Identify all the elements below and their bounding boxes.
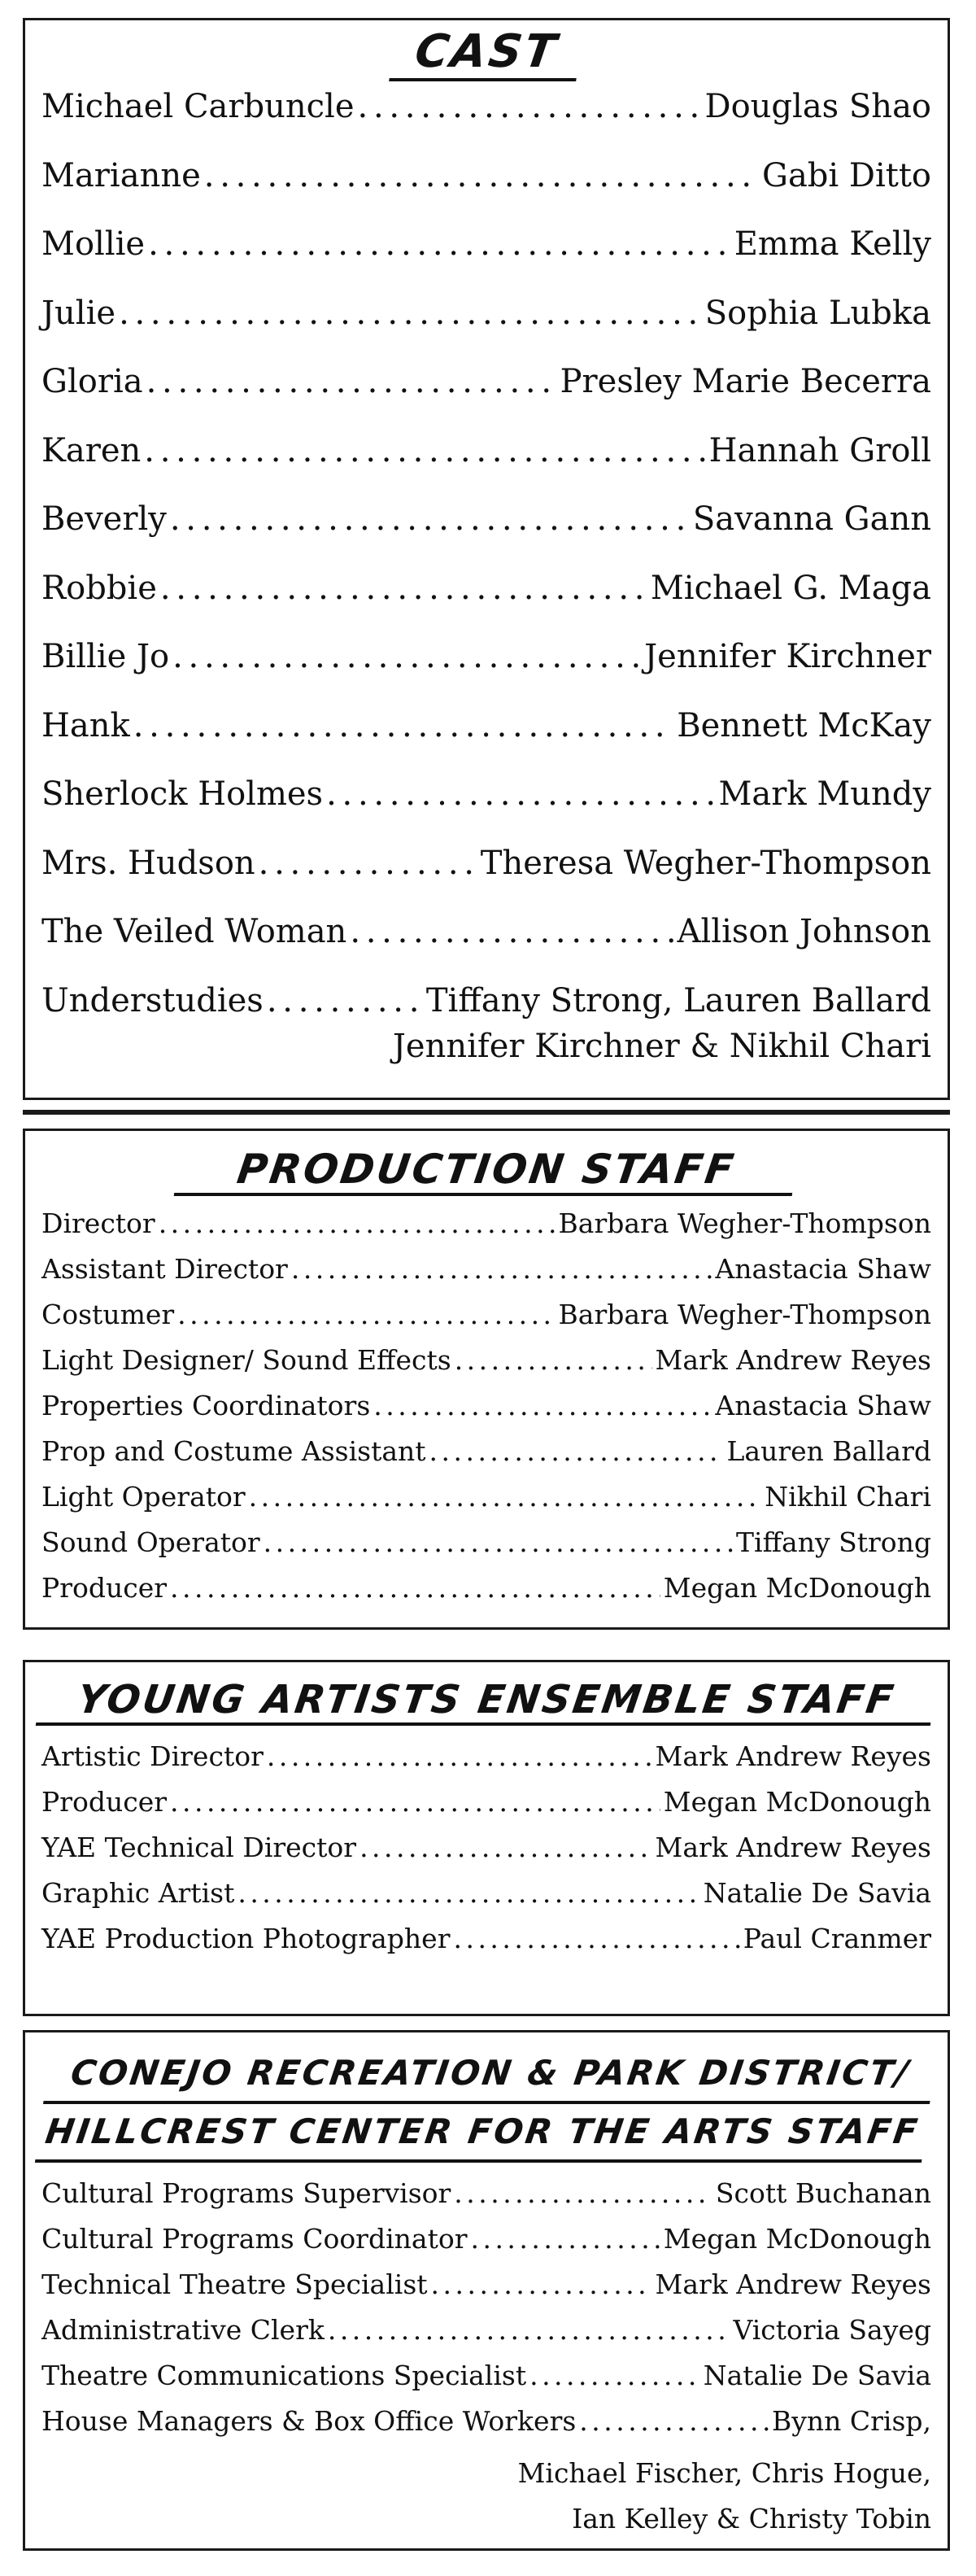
dot-leader <box>237 1877 699 1909</box>
cast-row <box>41 432 931 501</box>
role: Properties Coordinators <box>41 1390 371 1421</box>
actor-name: Allison Johnson <box>677 913 931 950</box>
staff-row <box>41 1253 931 1299</box>
understudies-continuation: Jennifer Kirchner & Nikhil Chari <box>392 1028 931 1065</box>
role: Costumer <box>41 1299 175 1330</box>
role: Karen <box>41 431 142 469</box>
dot-leader <box>144 432 705 469</box>
actor-name: Presley Marie Becerra <box>560 363 931 400</box>
dot-leader <box>328 2314 730 2346</box>
actor-name: Savanna Gann <box>692 500 931 538</box>
staff-name: Paul Cranmer <box>743 1923 931 1954</box>
staff-name: Megan McDonough <box>663 1572 931 1604</box>
cast-row <box>41 363 931 432</box>
role: Theatre Communications Specialist <box>41 2360 527 2391</box>
staff-name: Nikhil Chari <box>765 1481 931 1513</box>
cast-title: CAST <box>389 25 584 81</box>
role: Julie <box>41 294 116 332</box>
role: Marianne <box>41 156 201 194</box>
role: The Veiled Woman <box>41 913 347 950</box>
staff-row <box>41 1390 931 1435</box>
role: Assistant Director <box>41 1253 288 1285</box>
dot-leader <box>264 1526 733 1558</box>
cast-row <box>41 88 931 157</box>
staff-row <box>41 2223 931 2268</box>
house-managers-continuation-1: Michael Fischer, Chris Hogue, <box>517 2457 931 2489</box>
crpd-staff-list <box>41 2177 931 2542</box>
dot-leader <box>454 2177 712 2209</box>
role: Light Operator <box>41 1481 246 1513</box>
dot-leader <box>291 1253 712 1285</box>
staff-row <box>41 1344 931 1390</box>
role: Director <box>41 1207 155 1239</box>
actor-name: Emma Kelly <box>734 225 931 263</box>
dot-leader <box>133 707 673 744</box>
staff-row <box>41 1877 931 1923</box>
dot-leader <box>267 982 423 1019</box>
cast-row <box>41 295 931 364</box>
role: Hank <box>41 706 130 744</box>
dot-leader <box>358 88 702 125</box>
role: Mrs. Hudson <box>41 844 255 882</box>
actor-name: Jennifer Kirchner <box>644 638 931 675</box>
role: Artistic Director <box>41 1740 264 1772</box>
staff-name: Megan McDonough <box>663 2223 931 2255</box>
dot-leader <box>455 1344 652 1376</box>
actor-name: Hannah Groll <box>708 431 931 469</box>
dot-leader <box>170 1786 660 1818</box>
role: YAE Technical Director <box>41 1832 357 1863</box>
cast-row <box>41 707 931 776</box>
staff-row <box>41 1299 931 1344</box>
dot-leader <box>267 1740 652 1772</box>
dot-leader <box>146 363 557 400</box>
staff-row <box>41 2268 931 2314</box>
dot-leader <box>259 845 477 882</box>
role: Sherlock Holmes <box>41 775 324 813</box>
role: Prop and Costume Assistant <box>41 1435 426 1467</box>
staff-row <box>41 1786 931 1832</box>
staff-name: Barbara Wegher-Thompson <box>558 1207 931 1239</box>
dot-leader <box>159 1207 556 1239</box>
cast-row <box>41 157 931 226</box>
staff-row <box>41 1572 931 1618</box>
staff-name: Scott Buchanan <box>715 2177 931 2209</box>
dot-leader <box>350 913 673 950</box>
cast-section <box>23 18 950 1100</box>
dot-leader <box>326 775 715 813</box>
dot-leader <box>148 225 731 263</box>
staff-name: Tiffany Strong <box>736 1526 931 1558</box>
crpd-title-line-2: HILLCREST CENTER FOR THE ARTS STAFF <box>35 2104 930 2163</box>
staff-row <box>41 1435 931 1481</box>
dot-leader <box>529 2360 700 2391</box>
staff-name: Bynn Crisp, <box>771 2405 931 2437</box>
actor-name: Tiffany Strong, Lauren Ballard <box>425 981 931 1019</box>
staff-row <box>41 1923 931 1968</box>
role: House Managers & Box Office Workers <box>41 2405 577 2437</box>
staff-name: Anastacia Shaw <box>715 1390 931 1421</box>
role: Producer <box>41 1786 168 1818</box>
dot-leader <box>429 1435 724 1467</box>
staff-name: Natalie De Savia <box>703 1877 931 1909</box>
staff-name: Mark Andrew Reyes <box>655 1832 931 1863</box>
dot-leader <box>119 295 702 332</box>
staff-row <box>41 1526 931 1572</box>
dot-leader <box>249 1481 762 1513</box>
crpd-title-line-1: CONEJO RECREATION & PARK DISTRICT/ <box>43 2046 938 2104</box>
section-divider <box>23 1110 950 1115</box>
actor-name: Bennett McKay <box>677 706 931 744</box>
house-managers-continuation-2: Ian Kelley & Christy Tobin <box>572 2503 931 2535</box>
dot-leader <box>373 1390 712 1421</box>
dot-leader <box>204 157 759 194</box>
staff-name: Mark Andrew Reyes <box>655 1740 931 1772</box>
staff-row <box>41 2177 931 2223</box>
actor-name: Michael G. Maga <box>650 569 931 607</box>
cast-row <box>41 500 931 570</box>
staff-row <box>41 1832 931 1877</box>
dot-leader <box>170 500 690 538</box>
staff-name: Mark Andrew Reyes <box>655 2268 931 2300</box>
dot-leader <box>470 2223 660 2255</box>
actor-name: Sophia Lubka <box>704 294 931 332</box>
role: Sound Operator <box>41 1526 260 1558</box>
role: Michael Carbuncle <box>41 88 355 125</box>
cast-list <box>41 88 931 1065</box>
role: Mollie <box>41 225 146 263</box>
role: Billie Jo <box>41 638 170 675</box>
staff-row <box>41 1740 931 1786</box>
yae-staff-title: YOUNG ARTISTS ENSEMBLE STAFF <box>36 1677 937 1726</box>
cast-row <box>41 225 931 295</box>
actor-name: Mark Mundy <box>718 775 931 813</box>
cast-row <box>41 638 931 707</box>
crpd-hillcrest-staff-section <box>23 2030 950 2551</box>
cast-row <box>41 570 931 639</box>
staff-name: Victoria Sayeg <box>733 2314 931 2346</box>
staff-name: Natalie De Savia <box>703 2360 931 2391</box>
actor-name: Douglas Shao <box>704 88 931 125</box>
role: Understudies <box>41 981 264 1019</box>
role: Robbie <box>41 569 157 607</box>
staff-name: Anastacia Shaw <box>715 1253 931 1285</box>
role: Graphic Artist <box>41 1877 235 1909</box>
staff-name: Mark Andrew Reyes <box>655 1344 931 1376</box>
dot-leader <box>172 638 641 675</box>
actor-name: Gabi Ditto <box>761 156 931 194</box>
dot-leader <box>170 1572 660 1604</box>
dot-leader <box>579 2405 769 2437</box>
role: Administrative Clerk <box>41 2314 325 2346</box>
staff-row <box>41 1207 931 1253</box>
dot-leader <box>160 570 647 607</box>
role: Light Designer/ Sound Effects <box>41 1344 451 1376</box>
cast-row <box>41 775 931 845</box>
role: Gloria <box>41 363 143 400</box>
yae-staff-section <box>23 1660 950 2016</box>
dot-leader <box>453 1923 739 1954</box>
cast-row <box>41 845 931 914</box>
dot-leader <box>177 1299 555 1330</box>
dot-leader <box>359 1832 651 1863</box>
cast-row <box>41 913 931 982</box>
production-staff-section <box>23 1129 950 1630</box>
crpd-staff-title <box>35 2046 938 2163</box>
role: Cultural Programs Coordinator <box>41 2223 468 2255</box>
staff-row <box>41 2314 931 2360</box>
role: YAE Production Photographer <box>41 1923 451 1954</box>
production-staff-list <box>41 1207 931 1618</box>
staff-name: Lauren Ballard <box>726 1435 931 1467</box>
role: Beverly <box>41 500 167 538</box>
staff-row <box>41 2360 931 2405</box>
staff-row <box>41 1481 931 1526</box>
role: Cultural Programs Supervisor <box>41 2177 451 2209</box>
production-staff-title: PRODUCTION STAFF <box>174 1146 800 1196</box>
dot-leader <box>431 2268 652 2300</box>
staff-name: Megan McDonough <box>663 1786 931 1818</box>
actor-name: Theresa Wegher-Thompson <box>480 844 931 882</box>
yae-staff-list <box>41 1740 931 1968</box>
staff-row <box>41 2405 931 2451</box>
staff-name: Barbara Wegher-Thompson <box>558 1299 931 1330</box>
role: Technical Theatre Specialist <box>41 2268 428 2300</box>
role: Producer <box>41 1572 168 1604</box>
